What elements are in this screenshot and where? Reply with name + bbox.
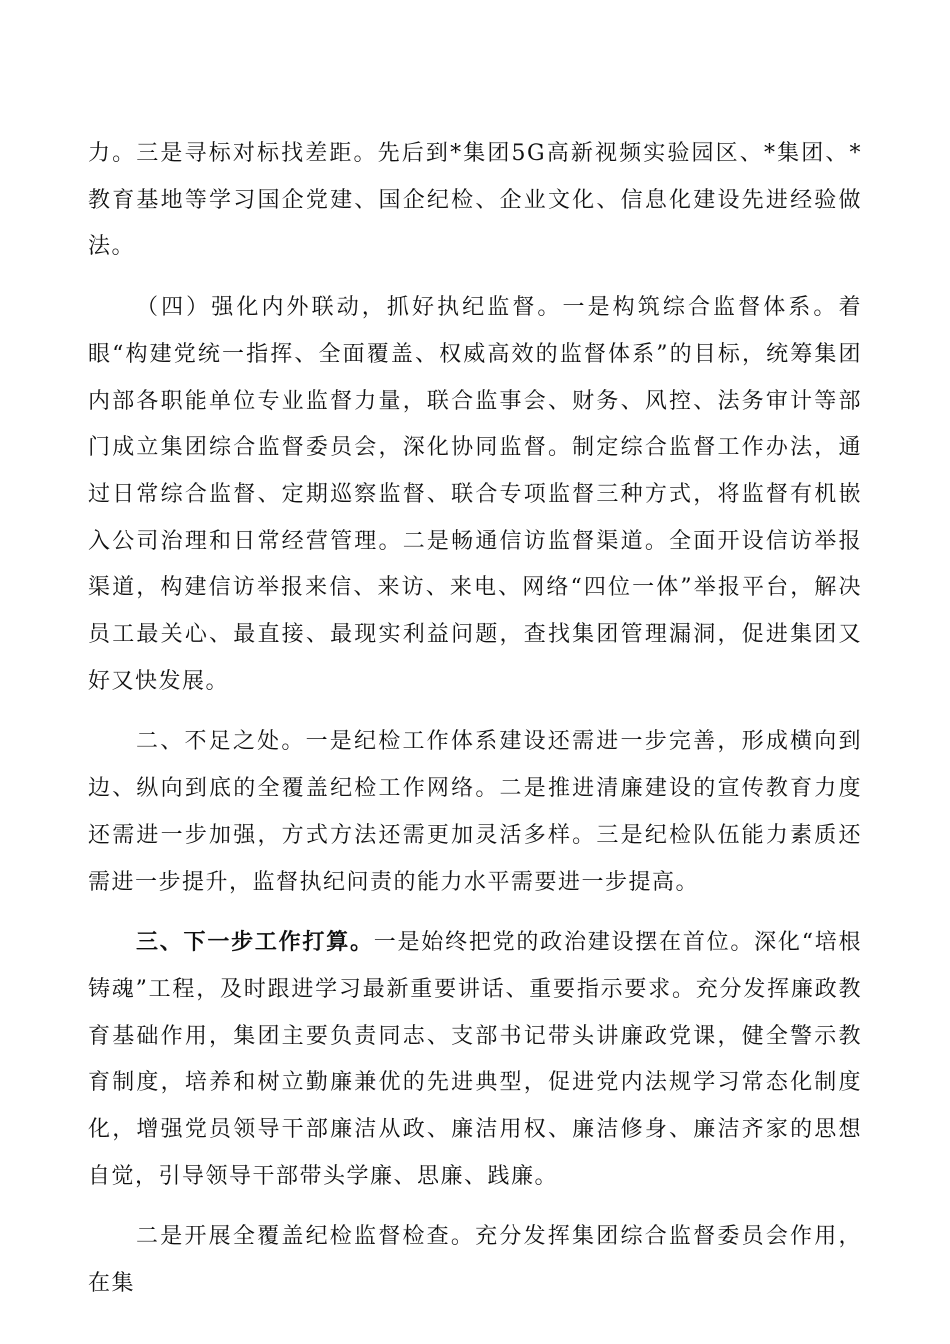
paragraph-shortcomings bbox=[88, 719, 862, 906]
paragraph-inspection bbox=[88, 1214, 862, 1307]
paragraph-text: 力。三是寻标对标找差距。先后到*集团5G高新视频实验园区、*集团、*教育基地等学习国企党建、国企纪检、企业文化、信息化建设先进经验做法。 bbox=[88, 141, 862, 260]
paragraph-next-steps bbox=[88, 920, 862, 1200]
paragraph-continuation bbox=[88, 131, 862, 271]
paragraph-text: （四）强化内外联动，抓好执纪监督。一是构筑综合监督体系。着眼“构建党统一指挥、全面覆盖、权威高效的监督体系”的目标，统筹集团内部各职能单位专业监督力量，联合监事会、财务、风控、法务审计等部门成立集团综合监督委员会，深化协同监督。制定综合监督工作办法，通过日常综合监督、定期巡察监督、联合专项监督三种方式，将监督有机嵌入公司治理和日常经营管理。二是畅通信访监督渠道。全面开设信访举报渠道，构建信访举报来信、来访、来电、网络“四位一体”举报平台，解决员工最关心、最直接、最现实利益问题，查找集团管理漏洞，促进集团又好又快发展。 bbox=[88, 295, 862, 694]
document-body bbox=[88, 131, 862, 1308]
paragraph-supervision bbox=[88, 285, 862, 705]
section-heading: 三、下一步工作打算。 bbox=[136, 930, 374, 956]
paragraph-text: 一是始终把党的政治建设摆在首位。深化“培根铸魂”工程，及时跟进学习最新重要讲话、重要指示要求。充分发挥廉政教育基础作用，集团主要负责同志、支部书记带头讲廉政党课，健全警示教育制度，培养和树立勤廉兼优的先进典型，促进党内法规学习常态化制度化，增强党员领导干部廉洁从政、廉洁用权、廉洁修身、廉洁齐家的思想自觉，引导领导干部带头学廉、思廉、践廉。 bbox=[88, 930, 862, 1189]
paragraph-text: 二是开展全覆盖纪检监督检查。充分发挥集团综合监督委员会作用，在集 bbox=[88, 1224, 862, 1297]
paragraph-text: 二、不足之处。一是纪检工作体系建设还需进一步完善，形成横向到边、纵向到底的全覆盖纪检工作网络。二是推进清廉建设的宣传教育力度还需进一步加强，方式方法还需更加灵活多样。三是纪检队伍能力素质还需进一步提升，监督执纪问责的能力水平需要进一步提高。 bbox=[88, 729, 862, 895]
